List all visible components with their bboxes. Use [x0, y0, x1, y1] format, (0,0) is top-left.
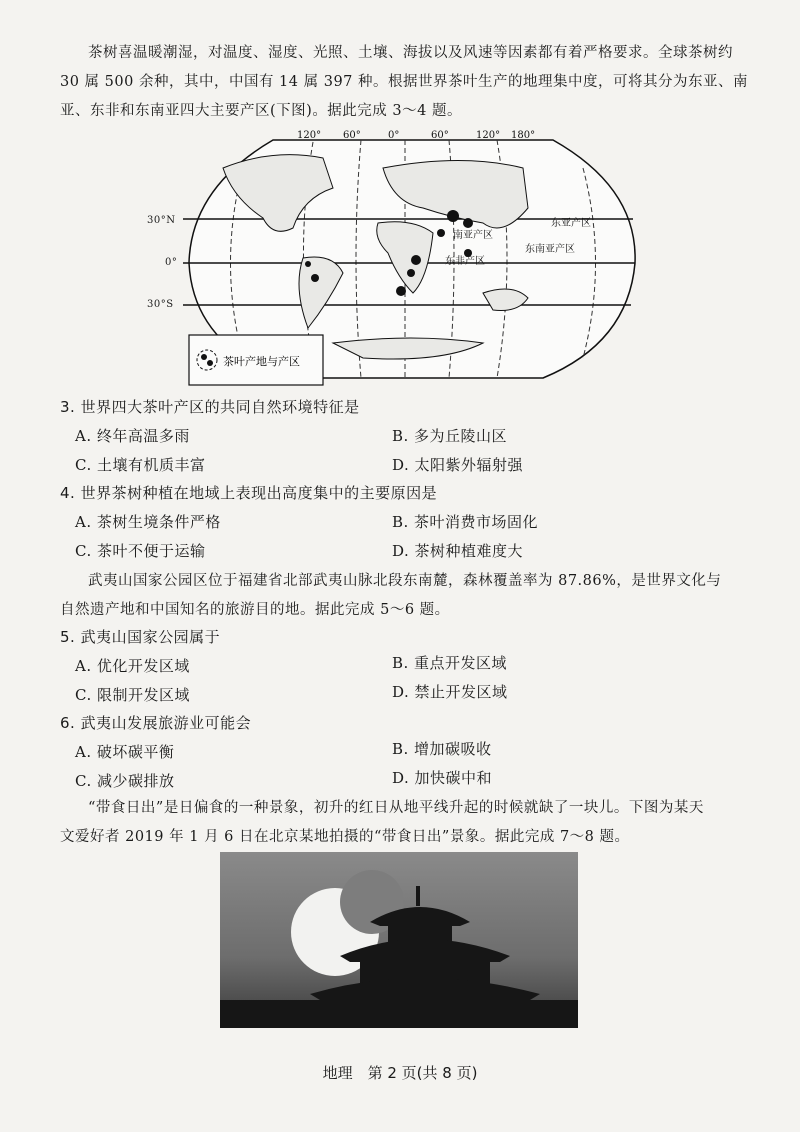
world-tea-map [183, 128, 643, 386]
legend-label: 茶叶产地与产区 [223, 355, 300, 368]
option[interactable]: D. 禁止开发区域 [392, 683, 508, 701]
option[interactable]: B. 茶叶消费市场固化 [392, 513, 539, 531]
option[interactable]: B. 重点开发区域 [392, 654, 508, 672]
intro-line: 茶树喜温暖潮湿，对温度、湿度、光照、土壤、海拔以及风速等因素都有着严格要求。全球茶树约 [88, 45, 733, 61]
option[interactable]: A. 茶树生境条件严格 [75, 513, 221, 531]
lon-label: 180° [511, 130, 536, 141]
intro-line: “带食日出”是日偏食的一种景象，初升的红日从地平线升起的时候就缺了一块儿。下图为某天 [88, 800, 704, 816]
lon-label: 60° [343, 130, 361, 141]
intro-line: 文爱好者 2019 年 1 月 6 日在北京某地拍摄的“带食日出”景象。据此完成 7～8 题。 [60, 829, 630, 845]
option[interactable]: D. 茶树种植难度大 [392, 542, 524, 560]
intro-line: 30 属 500 余种，其中，中国有 14 属 397 种。根据世界茶叶生产的地理集中度，可将其分为东亚、南 [60, 74, 749, 90]
eclipse-sunrise-photo [220, 852, 578, 1028]
option[interactable]: A. 破坏碳平衡 [75, 743, 175, 761]
region-label: 东非产区 [445, 256, 485, 267]
intro-line: 自然遗产地和中国知名的旅游目的地。据此完成 5～6 题。 [60, 602, 450, 618]
intro-line: 亚、东非和东南亚四大主要产区(下图)。据此完成 3～4 题。 [60, 103, 462, 119]
option[interactable]: A. 优化开发区域 [75, 657, 190, 675]
lat-label: 30°N [147, 215, 176, 226]
option[interactable]: B. 多为丘陵山区 [392, 427, 508, 445]
region-label: 南亚产区 [453, 230, 493, 241]
option[interactable]: C. 土壤有机质丰富 [75, 456, 206, 474]
region-label: 东亚产区 [551, 218, 591, 229]
option[interactable]: B. 增加碳吸收 [392, 740, 492, 758]
lon-label: 120° [476, 130, 501, 141]
intro-line: 武夷山国家公园区位于福建省北部武夷山脉北段东南麓，森林覆盖率为 87.86%，是世界文化与 [88, 573, 722, 589]
region-label: 东南亚产区 [525, 244, 575, 255]
lon-label: 120° [297, 130, 322, 141]
lon-label: 0° [388, 130, 400, 141]
question-5: 5. 武夷山国家公园属于 [60, 628, 221, 646]
option[interactable]: A. 终年高温多雨 [75, 427, 190, 445]
question-3: 3. 世界四大茶叶产区的共同自然环境特征是 [60, 398, 360, 416]
lon-label: 60° [431, 130, 449, 141]
lat-label: 0° [165, 257, 178, 268]
page-footer: 地理 第 2 页(共 8 页) [322, 1064, 478, 1082]
option[interactable]: C. 茶叶不便于运输 [75, 542, 206, 560]
option[interactable]: D. 太阳紫外辐射强 [392, 456, 524, 474]
question-4: 4. 世界茶树种植在地域上表现出高度集中的主要原因是 [60, 484, 438, 502]
option[interactable]: D. 加快碳中和 [392, 769, 493, 787]
option[interactable]: C. 减少碳排放 [75, 772, 175, 790]
option[interactable]: C. 限制开发区域 [75, 686, 190, 704]
lat-label: 30°S [147, 299, 174, 310]
question-6: 6. 武夷山发展旅游业可能会 [60, 714, 252, 732]
